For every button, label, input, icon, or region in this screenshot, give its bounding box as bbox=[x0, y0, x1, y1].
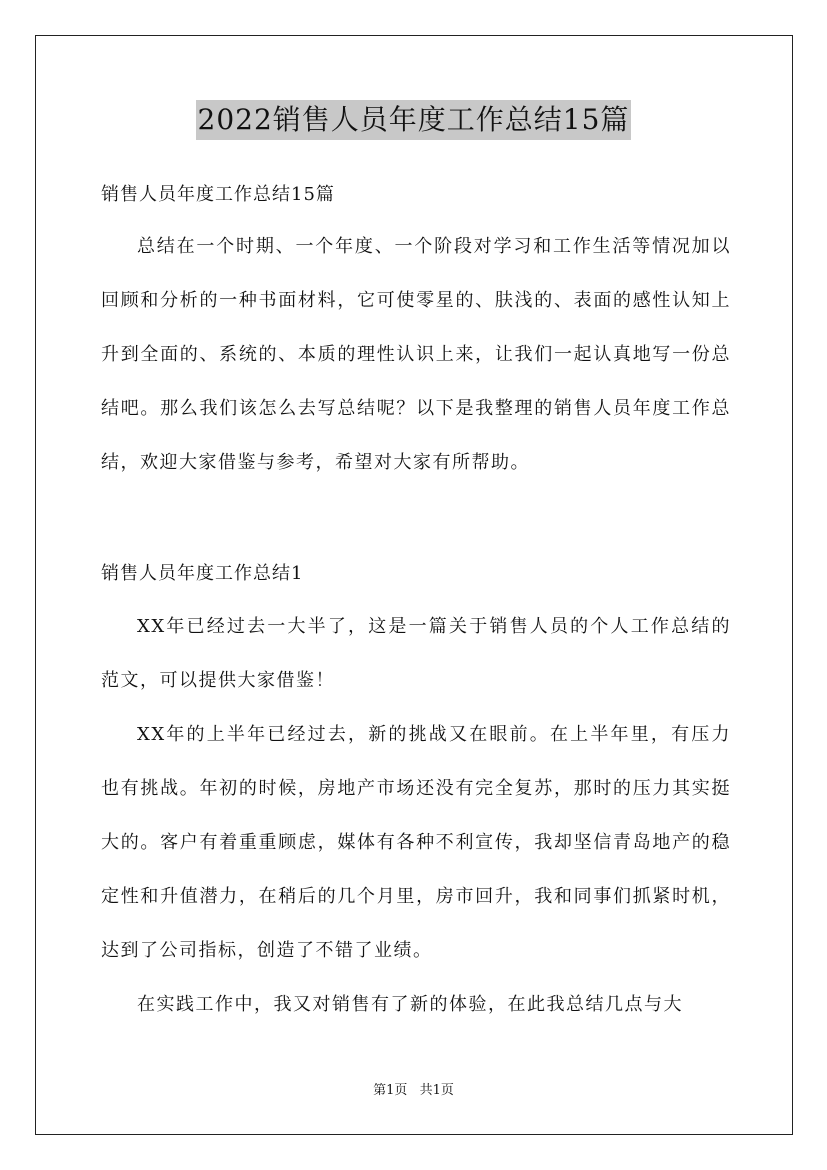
page-total: 共1页 bbox=[419, 1083, 454, 1098]
body-paragraph-3: 在实践工作中，我又对销售有了新的体验，在此我总结几点与大 bbox=[137, 994, 683, 1015]
document-title: 2022销售人员年度工作总结15篇 bbox=[196, 100, 632, 140]
page-number: 第1页 bbox=[373, 1083, 408, 1098]
page-footer bbox=[0, 1082, 827, 1100]
document-subtitle: 销售人员年度工作总结15篇 bbox=[101, 184, 335, 205]
title-container bbox=[0, 100, 827, 140]
section-heading: 销售人员年度工作总结1 bbox=[101, 563, 304, 584]
body-paragraph-2: XX年的上半年已经过去，新的挑战又在眼前。在上半年里，有压力也有挑战。年初的时候，房地产市场还没有完全复苏，那时的压力其实挺大的。客户有着重重顾虑，媒体有各种不利宣传，我却坚信青岛地产的稳定性和升值潜力，在稍后的几个月里，房市回升，我和同事们抓紧时机，达到了公司指标，创造了不错了业绩。 bbox=[101, 724, 731, 961]
body-paragraph-1: XX年已经过去一大半了，这是一篇关于销售人员的个人工作总结的范文，可以提供大家借鉴！ bbox=[101, 616, 731, 691]
intro-paragraph: 总结在一个时期、一个年度、一个阶段对学习和工作生活等情况加以回顾和分析的一种书面材料，它可使零星的、肤浅的、表面的感性认知上升到全面的、系统的、本质的理性认识上来，让我们一起认真地写一份总结吧。那么我们该怎么去写总结呢？以下是我整理的销售人员年度工作总结，欢迎大家借鉴与参考，希望对大家有所帮助。 bbox=[101, 236, 731, 473]
